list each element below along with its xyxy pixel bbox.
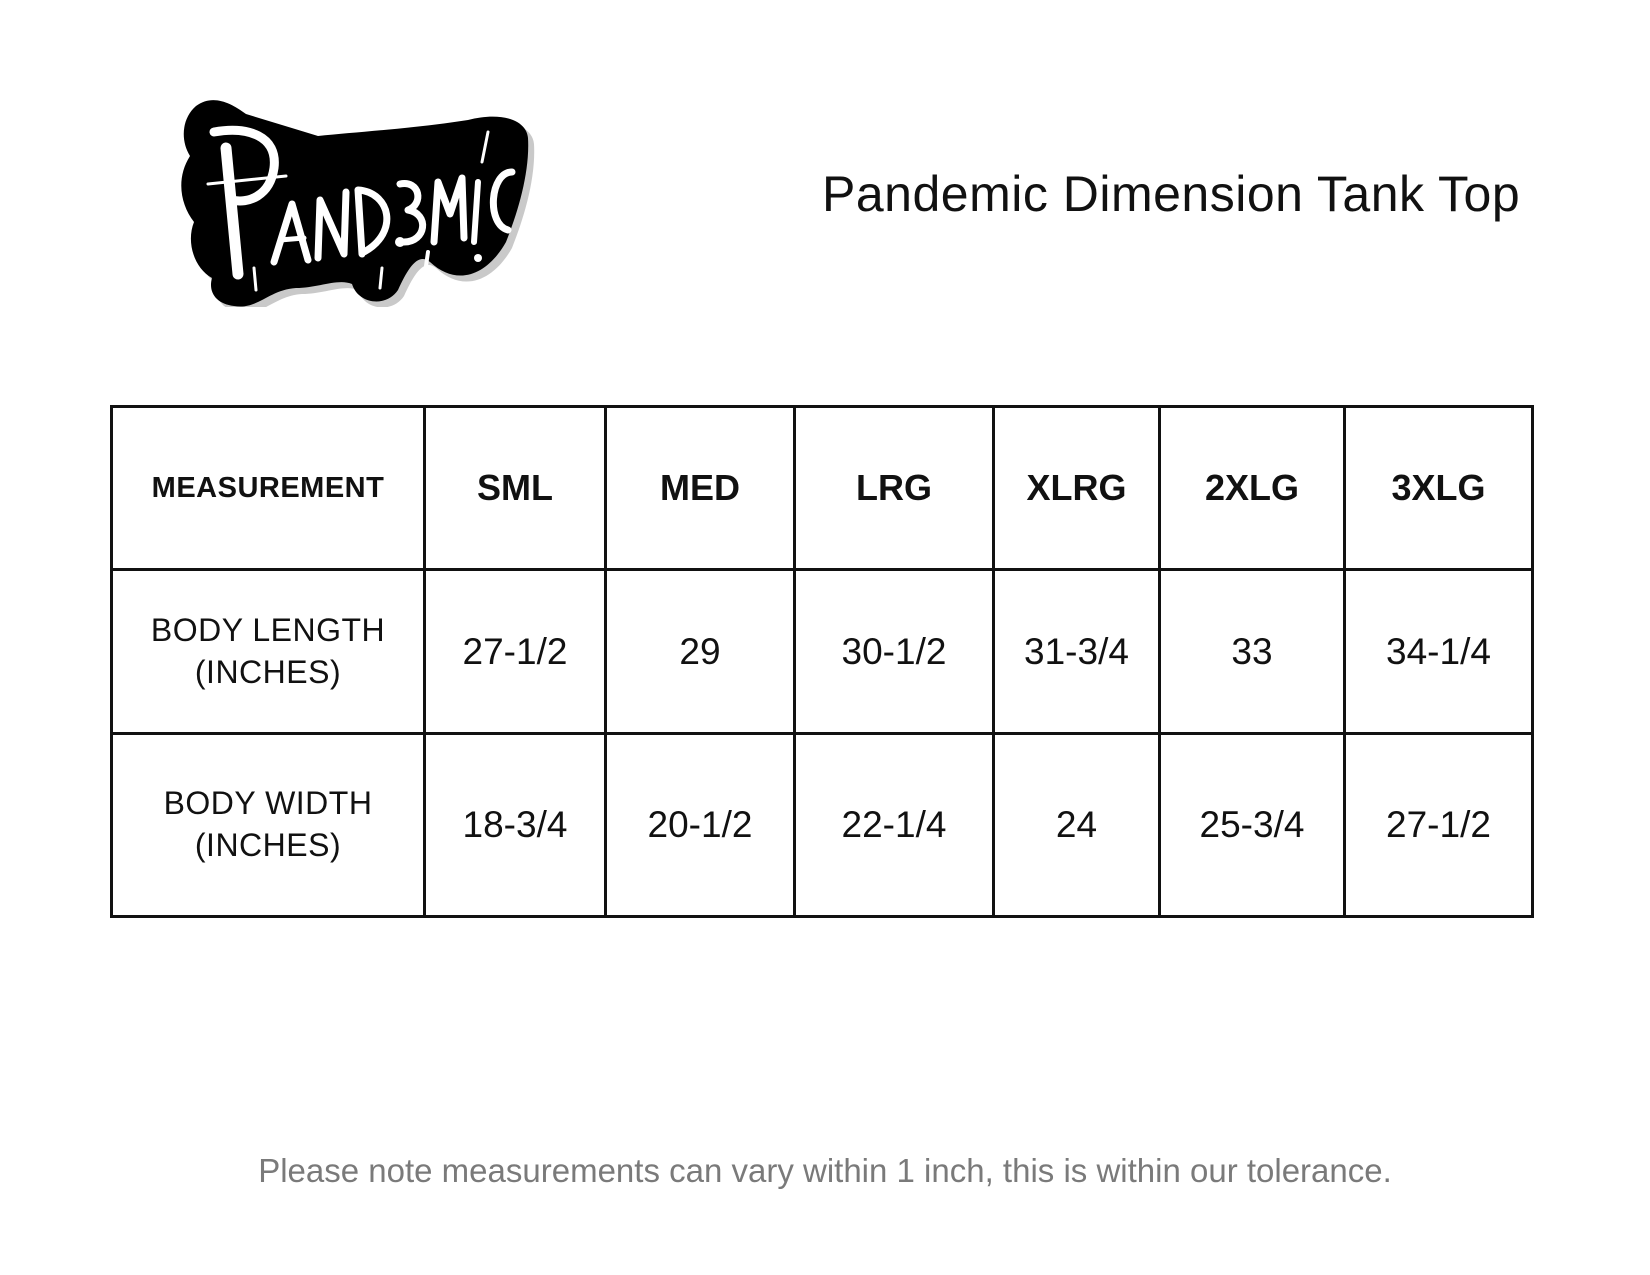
column-header-xlrg: XLRG [994, 407, 1160, 570]
table-cell: 27-1/2 [425, 570, 606, 734]
tolerance-note: Please note measurements can vary within 1 inch, this is within our tolerance. [258, 1152, 1392, 1189]
table-row-body-length [112, 570, 1533, 734]
column-header-sml: SML [425, 407, 606, 570]
row-label-body-length [112, 570, 425, 734]
row-label-line2: (INCHES) [194, 653, 342, 690]
table-cell: 20-1/2 [606, 734, 795, 917]
table-header-row [112, 407, 1533, 570]
row-label-body-width [112, 734, 425, 917]
table-cell: 34-1/4 [1345, 570, 1533, 734]
table-cell: 30-1/2 [795, 570, 994, 734]
table-cell: 22-1/4 [795, 734, 994, 917]
table-cell: 27-1/2 [1345, 734, 1533, 917]
column-header-med: MED [606, 407, 795, 570]
brand-logo [168, 92, 538, 307]
table-cell: 31-3/4 [994, 570, 1160, 734]
table-cell: 29 [606, 570, 795, 734]
table-row-body-width [112, 734, 1533, 917]
pandemic-logo-graphic [168, 92, 538, 307]
column-header-2xlg: 2XLG [1160, 407, 1345, 570]
table-cell: 18-3/4 [425, 734, 606, 917]
size-chart-table [110, 405, 1534, 918]
column-header-3xlg: 3XLG [1345, 407, 1533, 570]
column-header-lrg: LRG [795, 407, 994, 570]
row-label-line1: BODY LENGTH [150, 611, 386, 648]
page-title: Pandemic Dimension Tank Top [822, 166, 1521, 222]
column-header-measurement: MEASUREMENT [112, 407, 425, 570]
row-label-line1: BODY WIDTH [163, 785, 373, 822]
table-cell: 24 [994, 734, 1160, 917]
table-cell: 33 [1160, 570, 1345, 734]
table-cell: 25-3/4 [1160, 734, 1345, 917]
row-label-line2: (INCHES) [194, 827, 342, 863]
